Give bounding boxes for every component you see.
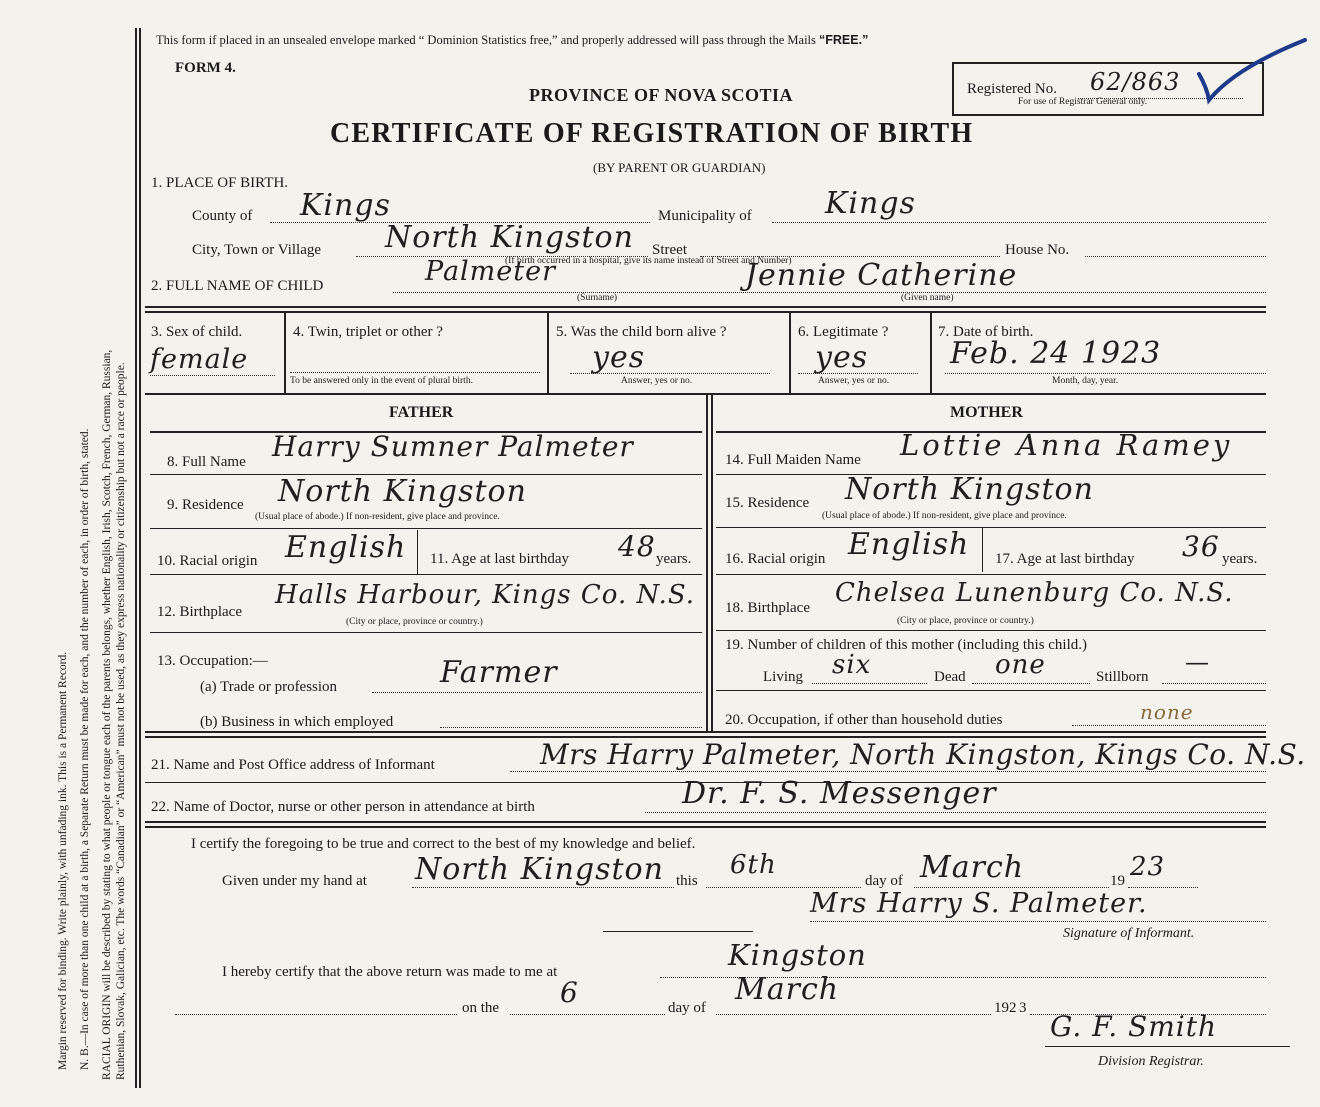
- twin-note: To be answered only in the event of plural birth.: [290, 376, 473, 386]
- mother-age-unit: years.: [1222, 551, 1258, 567]
- dead-value: one: [995, 650, 1046, 680]
- mother-race-value: English: [848, 527, 970, 562]
- street-label: Street: [652, 242, 687, 258]
- father-residence-label: 9. Residence: [167, 497, 244, 513]
- father-birthplace-value: Halls Harbour, Kings Co. N.S.: [275, 580, 696, 610]
- registrar-only-note: For use of Registrar General only.: [1018, 97, 1148, 107]
- alive-note: Answer, yes or no.: [621, 376, 693, 386]
- given-place-value: North Kingston: [415, 852, 664, 887]
- living-label: Living: [763, 669, 803, 685]
- margin-note-racial-origin: RACIAL ORIGIN will be described by stating to what people or tongue each of the parents belongs, whether English, Irish, Scotch, French, German, Russian,: [101, 349, 113, 1080]
- father-birthplace-note: (City or place, province or country.): [346, 617, 483, 627]
- sex-value: female: [150, 344, 249, 375]
- mother-birthplace-value: Chelsea Lunenburg Co. N.S.: [835, 578, 1234, 608]
- registrar-signature: G. F. Smith: [1050, 1010, 1218, 1043]
- mother-occupation-value: none: [1140, 700, 1194, 724]
- mother-children-label: 19. Number of children of this mother (including this child.): [725, 637, 1088, 653]
- alive-value: yes: [592, 340, 646, 375]
- street-note: (If birth occurred in a hospital, give its name instead of Street and Number): [505, 256, 792, 266]
- given-day-value: 6th: [730, 850, 777, 880]
- mother-race-label: 16. Racial origin: [725, 551, 826, 567]
- registrar-day-value: 6: [560, 976, 579, 1009]
- mother-residence-label: 15. Residence: [725, 495, 810, 511]
- registrar-day-label: day of: [668, 1000, 706, 1016]
- stillborn-label: Stillborn: [1096, 669, 1149, 685]
- margin-note-nationality: Ruthenian, Slovak, Galician, etc. The words “Canadian” or “American” must not be used, as they express nationality or citizenship but not a race or people.: [115, 362, 127, 1080]
- given-day-label: day of: [865, 873, 903, 889]
- mother-residence-value: North Kingston: [845, 472, 1094, 507]
- margin-note-binding: Margin reserved for binding. Write plainly, with unfading ink. This is a Permanent Record.: [57, 651, 69, 1070]
- living-value: six: [832, 650, 872, 680]
- dead-label: Dead: [934, 669, 966, 685]
- father-residence-note: (Usual place of abode.) If non-resident, give place and province.: [255, 512, 500, 522]
- father-name-label: 8. Full Name: [167, 454, 246, 470]
- mother-name-value: Lottie Anna Ramey: [900, 428, 1233, 462]
- city-label: City, Town or Village: [192, 242, 322, 258]
- father-age-value: 48: [618, 530, 656, 563]
- father-heading: FATHER: [389, 404, 454, 421]
- given-year-prefix: 19: [1110, 873, 1125, 889]
- father-birthplace-label: 12. Birthplace: [157, 604, 242, 620]
- given-month-value: March: [920, 850, 1025, 885]
- mail-notice: [156, 33, 868, 48]
- mother-name-label: 14. Full Maiden Name: [725, 452, 861, 468]
- registered-number: 62/863: [1090, 68, 1181, 96]
- given-year-value: 23: [1130, 852, 1166, 882]
- checkmark-icon: [1195, 38, 1310, 108]
- registrar-signature-label: Division Registrar.: [1098, 1054, 1204, 1069]
- father-name-value: Harry Sumner Palmeter: [272, 430, 634, 463]
- certificate-title: CERTIFICATE OF REGISTRATION OF BIRTH: [330, 118, 974, 149]
- mail-free: “FREE.”: [819, 33, 869, 47]
- county-value: Kings: [300, 188, 391, 223]
- county-label: County of: [192, 208, 253, 224]
- legitimate-note: Answer, yes or no.: [818, 376, 890, 386]
- mother-residence-note: (Usual place of abode.) If non-resident, give place and province.: [822, 511, 1067, 521]
- registrar-month-value: March: [735, 972, 840, 1007]
- province-heading: PROVINCE OF NOVA SCOTIA: [529, 85, 794, 105]
- informant-signature: Mrs Harry S. Palmeter.: [810, 888, 1148, 919]
- dob-label: 7. Date of birth.: [938, 324, 1034, 340]
- registrar-year-value: 3: [1019, 1000, 1027, 1016]
- binding-margin-line: [135, 28, 137, 1088]
- margin-note-separate-return: N. B.—In case of more than one child at a birth, a Separate Return must be made for each, and the number of each, in order of birth, stated.: [79, 428, 91, 1070]
- father-occupation-label: 13. Occupation:—: [157, 653, 268, 669]
- child-name-label: 2. FULL NAME OF CHILD: [151, 278, 324, 294]
- mail-notice-text: This form if placed in an unsealed envelope marked “ Dominion Statistics free,” and properly addressed will pass through the Mails: [156, 33, 816, 47]
- given-name-note: (Given name): [901, 293, 954, 303]
- surname-note: (Surname): [577, 293, 618, 303]
- mother-age-label: 17. Age at last birthday: [995, 551, 1135, 567]
- registered-label: Registered No.: [967, 81, 1057, 97]
- certify-statement: I certify the foregoing to be true and correct to the best of my knowledge and belief.: [191, 836, 696, 852]
- house-label: House No.: [1005, 242, 1070, 258]
- dob-note: Month, day, year.: [1052, 376, 1119, 386]
- registrar-place-value: Kingston: [728, 938, 867, 972]
- binding-margin-line-2: [139, 28, 141, 1088]
- municipality-label: Municipality of: [658, 208, 752, 224]
- registrar-statement: I hereby certify that the above return was made to me at: [222, 964, 558, 980]
- legitimate-value: yes: [815, 340, 869, 375]
- registrar-year-label: 192: [994, 1000, 1017, 1016]
- informant-signature-label: Signature of Informant.: [1063, 926, 1195, 941]
- city-value: North Kingston: [385, 220, 634, 255]
- mother-occupation-label: 20. Occupation, if other than household duties: [725, 712, 1003, 728]
- this-label: this: [676, 873, 698, 889]
- doctor-label: 22. Name of Doctor, nurse or other person in attendance at birth: [151, 799, 535, 815]
- father-business-label: (b) Business in which employed: [200, 714, 394, 730]
- father-trade-value: Farmer: [440, 655, 558, 690]
- mother-birthplace-label: 18. Birthplace: [725, 600, 810, 616]
- father-age-label: 11. Age at last birthday: [430, 551, 569, 567]
- alive-label: 5. Was the child born alive ?: [556, 324, 727, 340]
- mother-age-value: 36: [1182, 530, 1220, 563]
- father-trade-label: (a) Trade or profession: [200, 679, 338, 695]
- registrar-on-label: on the: [462, 1000, 500, 1016]
- informant-label: 21. Name and Post Office address of Informant: [151, 757, 435, 773]
- twin-label: 4. Twin, triplet or other ?: [293, 324, 443, 340]
- sex-label: 3. Sex of child.: [151, 324, 243, 340]
- legitimate-label: 6. Legitimate ?: [798, 324, 889, 340]
- certificate-subtitle: (BY PARENT OR GUARDIAN): [593, 160, 766, 175]
- form-number: FORM 4.: [175, 60, 236, 76]
- stillborn-value: —: [1185, 648, 1210, 676]
- father-race-label: 10. Racial origin: [157, 553, 258, 569]
- mother-heading: MOTHER: [950, 404, 1023, 421]
- mother-birthplace-note: (City or place, province or country.): [897, 616, 1034, 626]
- doctor-value: Dr. F. S. Messenger: [682, 776, 997, 811]
- place-heading: 1. PLACE OF BIRTH.: [151, 175, 289, 191]
- informant-value: Mrs Harry Palmeter, North Kingston, Kings Co. N.S.: [540, 738, 1306, 771]
- child-surname: Palmeter: [425, 256, 557, 287]
- father-age-unit: years.: [656, 551, 692, 567]
- municipality-value: Kings: [825, 186, 916, 221]
- given-under-label: Given under my hand at: [222, 873, 367, 889]
- dob-value: Feb. 24 1923: [950, 336, 1162, 371]
- father-race-value: English: [285, 530, 407, 565]
- father-residence-value: North Kingston: [278, 474, 527, 509]
- child-given-name: Jennie Catherine: [745, 258, 1018, 293]
